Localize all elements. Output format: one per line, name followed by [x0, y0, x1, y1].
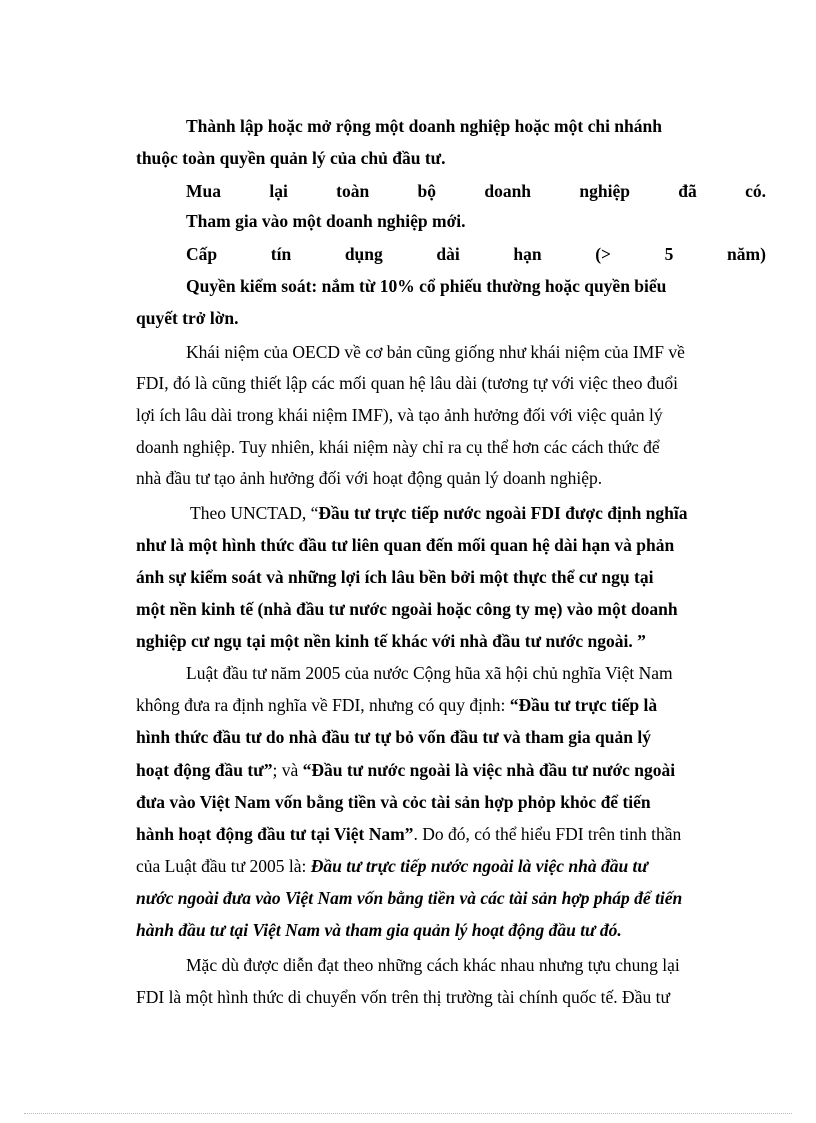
unctad-paragraph-line-1: [190, 501, 766, 525]
list-item-2: [186, 179, 766, 203]
list-item-1-line-2: thuộc toàn quyền quản lý của chủ đầu tư.: [136, 148, 446, 168]
law-paragraph-line-4: [136, 758, 766, 782]
law-quote-start: “Đầu tư trực tiếp là: [509, 695, 658, 715]
word: doanh: [484, 181, 532, 201]
unctad-paragraph-line-4: một nền kinh tế (nhà đầu tư nước ngoài hoặc công ty mẹ) vào một doanh: [136, 599, 678, 619]
word: toàn: [336, 181, 370, 201]
law-paragraph-line-6: [136, 822, 766, 846]
law-text: không đưa ra định nghĩa về FDI, nhưng có quy định:: [136, 695, 510, 715]
oecd-paragraph-line-5: nhà đầu tư tạo ảnh hưởng đối với hoạt động quản lý doanh nghiệp.: [136, 468, 603, 488]
law-quote-2-start: “Đầu tư nước ngoài là việc nhà đầu tư nước ngoài: [302, 760, 676, 780]
law-text: . Do đó, có thể hiểu FDI trên tinh thần: [413, 824, 682, 844]
list-item-3: Tham gia vào một doanh nghiệp mới.: [186, 211, 466, 231]
unctad-intro: Theo UNCTAD, “: [190, 503, 319, 523]
law-paragraph-line-8: nước ngoài đưa vào Việt Nam vốn bằng tiền và các tài sản hợp pháp để tiến: [136, 888, 683, 908]
law-paragraph-line-5: đưa vào Việt Nam vốn bằng tiền và cỏc tài sản hợp phỏp khỏc để tiến: [136, 792, 651, 812]
word: lại: [269, 181, 288, 201]
law-text: ; và: [272, 760, 303, 780]
oecd-paragraph-line-3: lợi ích lâu dài trong khái niệm IMF), và tạo ảnh hưởng đối với việc quản lý: [136, 405, 663, 425]
oecd-paragraph-line-1: Khái niệm của OECD về cơ bản cũng giống như khái niệm của IMF về: [186, 342, 685, 362]
word: năm): [727, 244, 766, 264]
word: nghiệp: [579, 181, 630, 201]
word: dài: [436, 244, 460, 264]
word: Mua: [186, 181, 221, 201]
law-quote-end: hoạt động đầu tư”: [136, 760, 273, 780]
unctad-definition-start: Đầu tư trực tiếp nước ngoài FDI được định nghĩa: [318, 503, 688, 523]
law-text: của Luật đầu tư 2005 là:: [136, 856, 311, 876]
word: tín: [270, 244, 292, 264]
unctad-paragraph-line-5: nghiệp cư ngụ tại một nền kinh tế khác với nhà đầu tư nước ngoài. ”: [136, 631, 646, 651]
word: dụng: [344, 244, 383, 264]
word: đã: [678, 181, 697, 201]
unctad-paragraph-line-2: như là một hình thức đầu tư liên quan đến mối quan hệ dài hạn và phản: [136, 535, 675, 555]
unctad-paragraph-line-3: ánh sự kiểm soát và những lợi ích lâu bền bởi một thực thể cư ngụ tại: [136, 567, 654, 587]
oecd-paragraph-line-2: FDI, đó là cũng thiết lập các mối quan hệ lâu dài (tương tự với việc theo đuổi: [136, 373, 678, 393]
list-item-5-line-1: Quyền kiểm soát: nắm từ 10% cổ phiếu thường hoặc quyền biểu: [186, 276, 667, 296]
word: (>: [595, 244, 612, 264]
oecd-paragraph-line-4: doanh nghiệp. Tuy nhiên, khái niệm này chỉ ra cụ thể hơn các cách thức để: [136, 437, 660, 457]
word: 5: [664, 244, 674, 264]
list-item-4: [186, 242, 766, 266]
word: hạn: [513, 244, 542, 264]
word: Cấp: [186, 244, 218, 264]
law-paragraph-line-2: [136, 693, 766, 717]
fdi-definition-start: Đầu tư trực tiếp nước ngoài là việc nhà đầu tư: [310, 856, 648, 876]
law-paragraph-line-1: Luật đầu tư năm 2005 của nước Cộng hũa xã hội chủ nghĩa Việt Nam: [186, 663, 673, 683]
footer-divider: [24, 1113, 792, 1114]
closing-paragraph-line-2: FDI là một hình thức di chuyển vốn trên thị trường tài chính quốc tế. Đầu tư: [136, 987, 670, 1007]
law-paragraph-line-7: [136, 854, 766, 878]
law-paragraph-line-9: hành đầu tư tại Việt Nam và tham gia quản lý hoạt động đầu tư đó.: [136, 920, 622, 940]
law-paragraph-line-3: hình thức đầu tư do nhà đầu tư tự bỏ vốn đầu tư và tham gia quản lý: [136, 727, 651, 747]
list-item-1-line-1: Thành lập hoặc mở rộng một doanh nghiệp hoặc một chi nhánh: [186, 116, 662, 136]
closing-paragraph-line-1: Mặc dù được diễn đạt theo những cách khác nhau nhưng tựu chung lại: [186, 955, 680, 975]
law-quote-2-end: hành hoạt động đầu tư tại Việt Nam”: [136, 824, 414, 844]
word: bộ: [417, 181, 437, 201]
word: có.: [745, 181, 766, 201]
list-item-5-line-2: quyết trở lờn.: [136, 308, 239, 328]
